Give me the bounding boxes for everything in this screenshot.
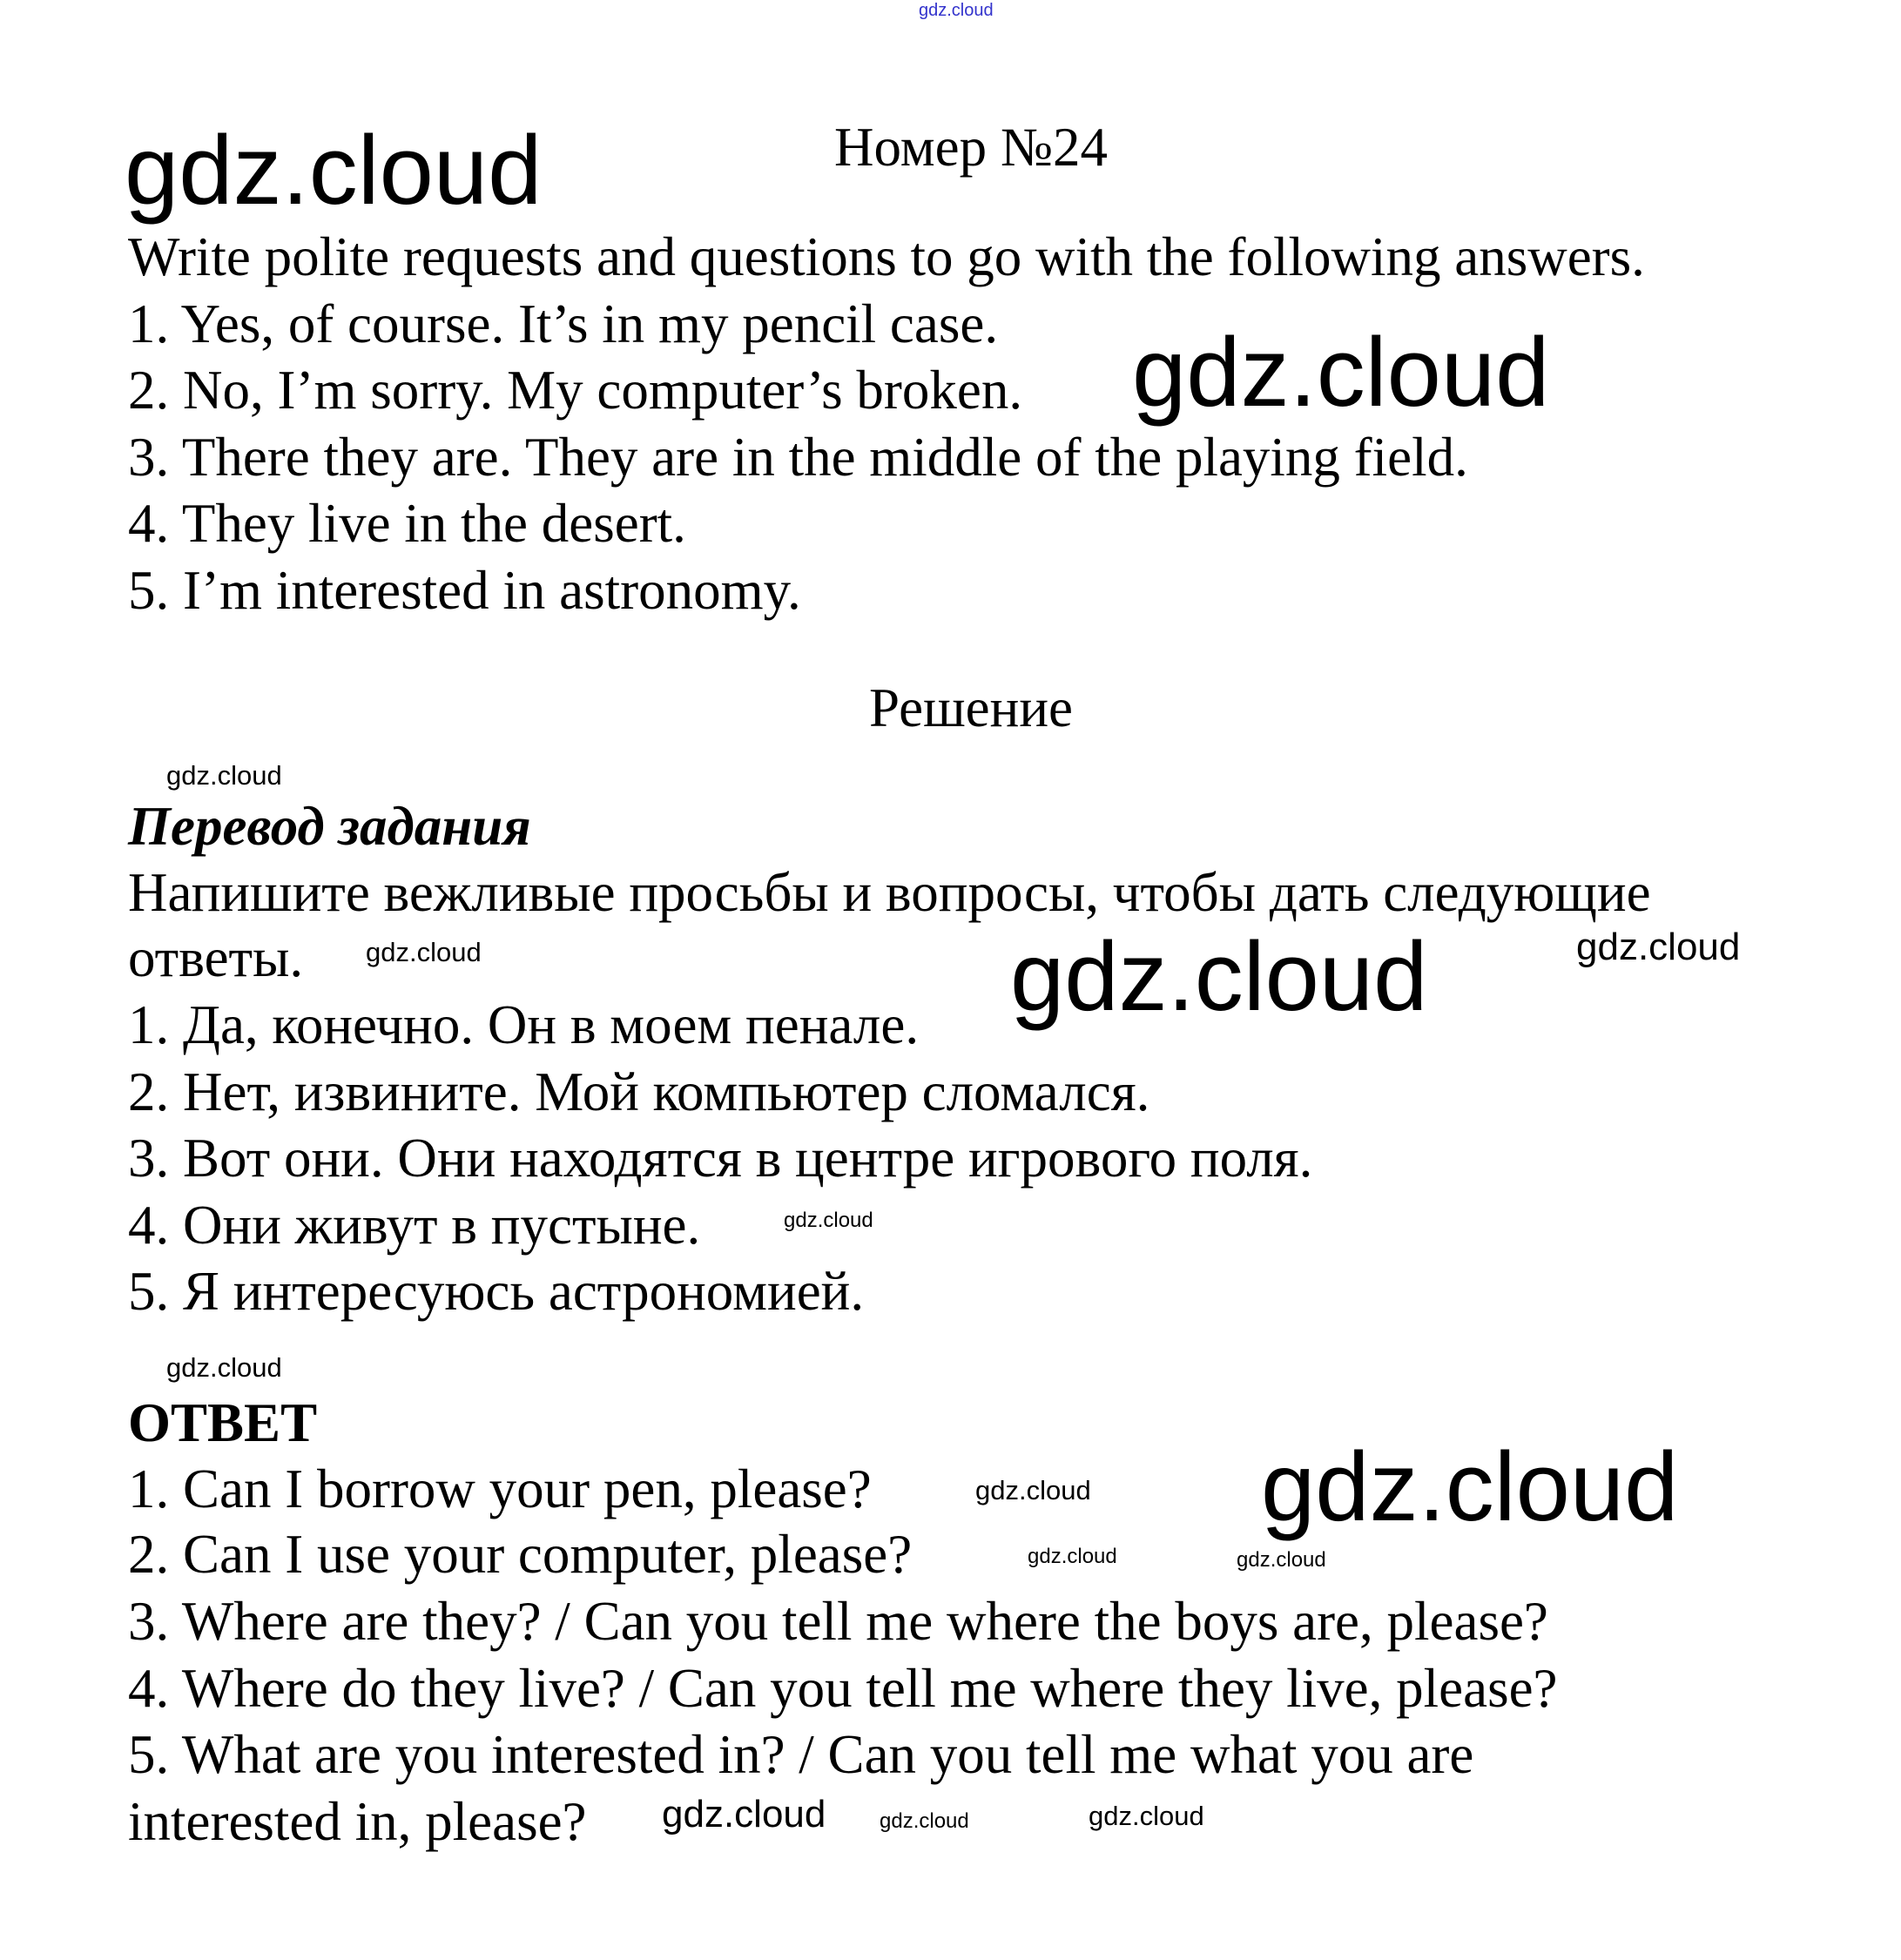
watermark: gdz.cloud xyxy=(1576,926,1741,968)
watermark: gdz.cloud xyxy=(662,1793,826,1835)
translation-text: ответы. xyxy=(128,927,304,988)
translation-item: 5. Я интересуюсь астрономией. xyxy=(128,1261,865,1322)
watermark: gdz.cloud xyxy=(880,1809,969,1833)
watermark: gdz.cloud xyxy=(1028,1545,1117,1568)
task-instruction: Write polite requests and questions to go with the following answers. xyxy=(128,226,1645,287)
watermark-top: gdz.cloud xyxy=(919,1,994,20)
watermark: gdz.cloud xyxy=(166,1352,282,1383)
translation-heading: Перевод задания xyxy=(128,796,531,857)
watermark: gdz.cloud xyxy=(125,116,543,225)
task-item: 1. Yes, of course. It’s in my pencil case. xyxy=(128,293,999,354)
answer-item: 4. Where do they live? / Can you tell me where they live, please? xyxy=(128,1658,1558,1719)
page-title: Номер №24 xyxy=(834,117,1108,178)
answer-item: 2. Can I use your computer, please? xyxy=(128,1524,913,1585)
translation-item: 3. Вот они. Они находятся в центре игрового поля. xyxy=(128,1128,1313,1189)
task-item: 2. No, I’m sorry. My computer’s broken. xyxy=(128,360,1023,421)
watermark: gdz.cloud xyxy=(975,1475,1091,1505)
watermark: gdz.cloud xyxy=(1261,1432,1679,1541)
translation-item: 1. Да, конечно. Он в моем пенале. xyxy=(128,994,920,1055)
translation-text: Напишите вежливые просьбы и вопросы, чтобы дать следующие xyxy=(128,862,1651,923)
answer-item: interested in, please? xyxy=(128,1791,587,1852)
watermark: gdz.cloud xyxy=(1010,922,1428,1031)
task-item: 3. There they are. They are in the middle of the playing field. xyxy=(128,427,1468,488)
watermark: gdz.cloud xyxy=(166,760,282,791)
translation-item: 4. Они живут в пустыне. xyxy=(128,1195,701,1256)
watermark: gdz.cloud xyxy=(1089,1801,1204,1831)
translation-item: 2. Нет, извините. Мой компьютер сломался. xyxy=(128,1061,1150,1122)
watermark: gdz.cloud xyxy=(784,1209,873,1232)
answer-item: 3. Where are they? / Can you tell me where the boys are, please? xyxy=(128,1591,1548,1652)
watermark: gdz.cloud xyxy=(1132,318,1550,427)
task-item: 5. I’m interested in astronomy. xyxy=(128,560,801,621)
solution-heading: Решение xyxy=(868,677,1074,738)
answer-heading: ОТВЕТ xyxy=(128,1392,318,1453)
watermark: gdz.cloud xyxy=(366,937,482,967)
answer-item: 1. Can I borrow your pen, please? xyxy=(128,1458,872,1519)
answer-item: 5. What are you interested in? / Can you tell me what you are xyxy=(128,1724,1474,1785)
watermark: gdz.cloud xyxy=(1237,1548,1326,1572)
task-item: 4. They live in the desert. xyxy=(128,493,686,554)
